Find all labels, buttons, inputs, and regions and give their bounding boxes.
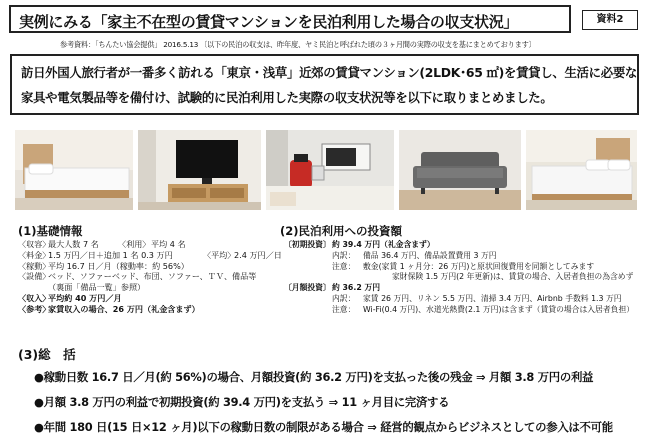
- row-value: 約 39.4 万円（礼金含まず）: [332, 240, 435, 249]
- photo-strip: [15, 130, 637, 210]
- row-value: 平均 4 名: [151, 239, 186, 249]
- row-sub: 注意：: [332, 304, 356, 314]
- row-key: 〈平均〉: [203, 249, 236, 260]
- investment-table: [280, 239, 645, 315]
- row-key: 〈収入〉: [18, 292, 51, 303]
- basic-row: [18, 271, 268, 282]
- source-note: 参考資料：「ちんたい協会提供」 2016.5.13 〔以下の民泊の収支は、昨年度、ヤミ民泊と呼ばれた頃の３ヶ月間の実際の収支を基にまとめております〕: [60, 40, 536, 49]
- row-value: 最大人数 7 名: [48, 239, 99, 249]
- basic-row: [18, 249, 282, 261]
- basic-row: [18, 293, 268, 304]
- kitchen-photo: [266, 130, 394, 210]
- basic-row: [18, 239, 268, 250]
- bedroom-photo: [526, 130, 637, 210]
- row-value: 平均約 40 万円／月: [48, 292, 122, 303]
- row-value: 1.5 万円／日＋追加 1 名 0.3 万円: [48, 249, 173, 260]
- row-sub: 内訳：: [332, 250, 356, 260]
- basic-info-table: [18, 239, 282, 315]
- row-value: 家財保険 1.5 万円(2 年更新)は、賃貸の場合、入居者負担の為含めず: [392, 272, 634, 282]
- invest-row: [280, 239, 645, 250]
- basic-info-heading: (1)基礎情報: [18, 224, 83, 238]
- doc-label: 資料2: [582, 10, 638, 30]
- title-box: [9, 5, 571, 33]
- investment-heading: (2)民泊利用への投資額: [280, 224, 403, 238]
- invest-row: [280, 282, 645, 293]
- row-value: 家賃収入の場合、26 万円（礼金含まず）: [48, 303, 200, 314]
- row-value: 敷金(家賃 1 ヶ月分：26 万円)と原状回復費用を同額としてみます: [363, 261, 595, 271]
- row-value: 備品 36.4 万円、備品設置費用 3 万円: [363, 250, 497, 260]
- sofa-photo: [399, 130, 521, 210]
- summary-item: ●年間 180 日(15 日×12 ヶ月)以下の稼動日数の制限がある場合 ⇒ 経営的観点からビジネスとしての参入は不可能: [34, 420, 613, 434]
- row-key: 〈設備〉: [18, 271, 51, 282]
- row-key: 〈料金〉: [18, 249, 51, 260]
- row-key: 〈稼動〉: [18, 260, 51, 271]
- intro-line: 訪日外国人旅行者が一番多く訪れる「東京・浅草」近郊の賃貸マンション(2LDK･65 ㎡)を賃貸し、生活に必要な: [21, 65, 638, 80]
- invest-row: [280, 304, 645, 315]
- row-value: 家賃 26 万円、リネン 5.5 万円、清掃 3.4 万円、Airbnb 手数料 1.3 万円: [363, 293, 622, 303]
- row-key: 〔初期投資〕: [284, 240, 331, 249]
- intro-box: [10, 54, 639, 115]
- row-key: 〔月額投資〕: [284, 283, 331, 293]
- tv-photo: [138, 130, 261, 210]
- row-value: 約 36.2 万円: [332, 283, 381, 293]
- row-value: Wi-Fi(0.4 万円)、水道光熱費(2.1 万円)は含まず（賃貸の場合は入居者負担）: [363, 304, 635, 314]
- row-value: 平均 16.7 日／月（稼動率：約 56%）: [48, 260, 189, 271]
- row-value: 2.4 万円／日: [234, 249, 282, 260]
- invest-row: [280, 261, 645, 272]
- row-sub: 注意：: [332, 261, 356, 271]
- basic-row: [18, 304, 268, 315]
- invest-row: [280, 293, 645, 304]
- bed-photo: [15, 130, 133, 210]
- page-title: 実例にみる「家主不在型の賃貸マンションを民泊利用した場合の収支状況」: [19, 13, 519, 31]
- basic-row: [18, 261, 268, 272]
- row-sub: 内訳：: [332, 293, 356, 303]
- invest-row: [280, 271, 645, 282]
- invest-row: [280, 250, 645, 261]
- row-key: 〈参考〉: [18, 303, 51, 314]
- basic-row: [18, 282, 268, 293]
- row-value: ベッド、ソファーベッド、布団、ソファー、ＴＶ、備品等: [48, 271, 257, 282]
- summary-item: ●稼動日数 16.7 日／月(約 56%)の場合、月額投資(約 36.2 万円)を支払った後の残金 ⇒ 月額 3.8 万円の利益: [34, 370, 594, 384]
- summary-heading: (3)総 括: [18, 347, 76, 362]
- row-value: （裏面「備品一覧」参照）: [48, 282, 146, 293]
- row-key: 〈利用〉: [118, 239, 151, 249]
- summary-item: ●月額 3.8 万円の利益で初期投資(約 39.4 万円)を支払う ⇒ 11 ヶ月目に完済する: [34, 395, 450, 409]
- intro-line: 家具や電気製品等を備付け、試験的に民泊利用した実際の収支状況等を以下に取りまとめました。: [21, 90, 553, 105]
- row-key: 〈収容〉: [18, 239, 51, 249]
